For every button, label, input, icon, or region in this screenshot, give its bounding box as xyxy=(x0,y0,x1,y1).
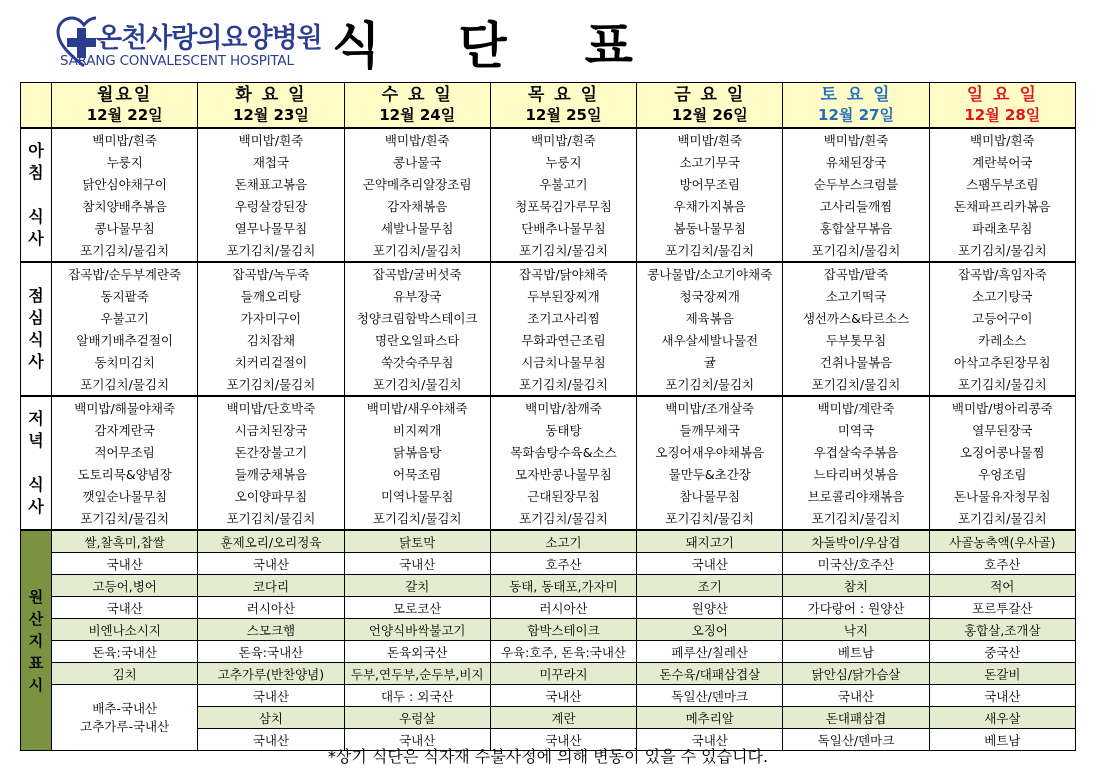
origin-country: 호주산 xyxy=(490,553,636,575)
origin-country: 모로코산 xyxy=(344,597,490,619)
origin-item: 갈치 xyxy=(344,575,490,597)
menu-item: 모자반콩나물무침 xyxy=(490,463,636,485)
origin-country: 국내산 xyxy=(52,553,198,575)
menu-item: 스팸두부조림 xyxy=(929,173,1075,195)
meal-row xyxy=(21,507,1076,530)
day-name: 일 요 일 xyxy=(966,85,1038,105)
meal-label xyxy=(21,262,52,396)
menu-item: 비지찌개 xyxy=(344,419,490,441)
menu-item: 포기김치/물김치 xyxy=(52,373,198,396)
menu-item: 감자채볶음 xyxy=(344,195,490,217)
title-char: 표 xyxy=(584,17,637,75)
day-header-2 xyxy=(198,83,344,129)
origin-country: 국내산 xyxy=(344,553,490,575)
origin-label-char: 원 xyxy=(28,587,44,606)
origin-item: 차돌박이/우삼겹 xyxy=(783,530,929,553)
menu-item: 우불고기 xyxy=(52,307,198,329)
menu-item: 포기김치/물김치 xyxy=(198,373,344,396)
menu-item: 백미밥/흰죽 xyxy=(52,128,198,151)
origin-item: 김치 xyxy=(52,663,198,685)
origin-row xyxy=(21,575,1076,597)
menu-item: 닭볶음탕 xyxy=(344,441,490,463)
meal-row xyxy=(21,262,1076,285)
menu-item: 어묵조림 xyxy=(344,463,490,485)
menu-item: 알배기배추겉절이 xyxy=(52,329,198,351)
menu-item: 닭안심야채구이 xyxy=(52,173,198,195)
origin-item: 스모크햄 xyxy=(198,619,344,641)
weekly-menu-table xyxy=(20,82,1076,751)
menu-item: 두부된장찌개 xyxy=(490,285,636,307)
origin-country: 국내산 xyxy=(637,553,783,575)
origin-item: 돼지고기 xyxy=(637,530,783,553)
menu-item: 근대된장무침 xyxy=(490,485,636,507)
menu-item: 누룽지 xyxy=(490,151,636,173)
menu-item: 홍합살무볶음 xyxy=(783,217,929,239)
origin-country: 돈육:국내산 xyxy=(52,641,198,663)
meal-row xyxy=(21,373,1076,396)
menu-item: 참치양배추볶음 xyxy=(52,195,198,217)
day-name: 목 요 일 xyxy=(527,85,600,105)
origin-country: 국내산 xyxy=(490,685,636,707)
meal-label-char: 저 xyxy=(28,409,44,428)
origin-country: 국내산 xyxy=(490,729,636,751)
origin-item: 소고기 xyxy=(490,530,636,553)
day-header-6 xyxy=(783,83,929,129)
origin-note-line: 고추가루-국내산 xyxy=(80,718,170,734)
origin-item: 닭안심/닭가슴살 xyxy=(783,663,929,685)
meal-row xyxy=(21,485,1076,507)
menu-item: 순두부스크럼블 xyxy=(783,173,929,195)
menu-item: 단배추나물무침 xyxy=(490,217,636,239)
menu-item: 시금치된장국 xyxy=(198,419,344,441)
menu-item: 포기김치/물김치 xyxy=(783,507,929,530)
menu-item: 청국장찌개 xyxy=(637,285,783,307)
origin-label xyxy=(21,530,52,751)
origin-row xyxy=(21,530,1076,553)
origin-label-char: 산 xyxy=(28,609,44,628)
menu-item: 포기김치/물김치 xyxy=(344,507,490,530)
day-date: 12월 23일 xyxy=(232,106,309,124)
origin-country: 가다랑어 : 원양산 xyxy=(783,597,929,619)
origin-country: 돈육외국산 xyxy=(344,641,490,663)
menu-item: 도토리묵&양념장 xyxy=(52,463,198,485)
origin-item: 동태, 동태포,가자미 xyxy=(490,575,636,597)
origin-country: 국내산 xyxy=(783,685,929,707)
day-header-3 xyxy=(344,83,490,129)
menu-item: 포기김치/물김치 xyxy=(198,507,344,530)
origin-item: 미꾸라지 xyxy=(490,663,636,685)
menu-item: 포기김치/물김치 xyxy=(490,507,636,530)
meal-label-char: 사 xyxy=(28,497,44,516)
menu-item: 돈간장불고기 xyxy=(198,441,344,463)
menu-item: 백미밥/흰죽 xyxy=(783,128,929,151)
origin-row xyxy=(21,685,1076,707)
hospital-name-english: SARANG CONVALESCENT HOSPITAL xyxy=(60,53,294,69)
origin-item: 홍합살,조개살 xyxy=(929,619,1075,641)
menu-item: 조기고사리찜 xyxy=(490,307,636,329)
menu-item: 백미밥/흰죽 xyxy=(929,128,1075,151)
day-header-7 xyxy=(929,83,1075,129)
meal-label-char: 심 xyxy=(28,308,44,327)
menu-item: 백미밥/새우야채죽 xyxy=(344,396,490,419)
meal-label-char: 식 xyxy=(28,475,44,494)
meal-label-char: 사 xyxy=(28,352,44,371)
menu-item: 카레소스 xyxy=(929,329,1075,351)
menu-item: 돈채파프리카볶음 xyxy=(929,195,1075,217)
day-name: 토 요 일 xyxy=(820,85,892,105)
menu-item: 백미밥/흰죽 xyxy=(637,128,783,151)
menu-item: 잡곡밥/흑임자죽 xyxy=(929,262,1075,285)
menu-item: 열무나물무침 xyxy=(198,217,344,239)
footnote: *상기 식단은 식자재 수불사정에 의해 변동이 있을 수 있습니다. xyxy=(327,747,769,766)
menu-item: 포기김치/물김치 xyxy=(783,373,929,396)
menu-item: 들깨궁채볶음 xyxy=(198,463,344,485)
origin-item: 함박스테이크 xyxy=(490,619,636,641)
origin-country: 호주산 xyxy=(929,553,1075,575)
origin-item: 쌀,찰흑미,찹쌀 xyxy=(52,530,198,553)
origin-country: 돈육:국내산 xyxy=(198,641,344,663)
origin-item: 두부,연두부,순두부,비지 xyxy=(344,663,490,685)
meal-row xyxy=(21,463,1076,485)
origin-note xyxy=(52,685,198,751)
menu-item: 우채가지볶음 xyxy=(637,195,783,217)
origin-item: 언양식바싹불고기 xyxy=(344,619,490,641)
origin-label-char: 시 xyxy=(28,675,44,694)
meal-row xyxy=(21,173,1076,195)
origin-country: 국내산 xyxy=(637,729,783,751)
meal-row xyxy=(21,396,1076,419)
menu-item: 백미밥/흰죽 xyxy=(490,128,636,151)
menu-item: 소고기떡국 xyxy=(783,285,929,307)
menu-item: 곤약메추리알장조림 xyxy=(344,173,490,195)
menu-item: 백미밥/참깨죽 xyxy=(490,396,636,419)
menu-item: 적어무조림 xyxy=(52,441,198,463)
origin-item: 코다리 xyxy=(198,575,344,597)
menu-item: 소고기무국 xyxy=(637,151,783,173)
day-name: 금 요 일 xyxy=(674,85,746,105)
menu-item: 유채된장국 xyxy=(783,151,929,173)
meal-label-char: 사 xyxy=(28,229,44,248)
origin-country: 러시아산 xyxy=(490,597,636,619)
origin-country: 베트남 xyxy=(783,641,929,663)
origin-item: 오징어 xyxy=(637,619,783,641)
menu-item: 백미밥/흰죽 xyxy=(344,128,490,151)
menu-item: 돈채표고볶음 xyxy=(198,173,344,195)
menu-item: 잡곡밥/팥죽 xyxy=(783,262,929,285)
origin-country: 메추리알 xyxy=(637,707,783,729)
menu-item: 계란북어국 xyxy=(929,151,1075,173)
menu-item: 콩나물무침 xyxy=(52,217,198,239)
menu-item: 재첩국 xyxy=(198,151,344,173)
day-date: 12월 26일 xyxy=(671,106,748,124)
menu-item: 우엉조림 xyxy=(929,463,1075,485)
menu-item: 아삭고추된장무침 xyxy=(929,351,1075,373)
menu-item: 포기김치/물김치 xyxy=(344,239,490,262)
origin-country: 포르투갈산 xyxy=(929,597,1075,619)
menu-item: 가자미구이 xyxy=(198,307,344,329)
menu-item: 잡곡밥/굴버섯죽 xyxy=(344,262,490,285)
menu-item: 잡곡밥/순두부계란죽 xyxy=(52,262,198,285)
menu-item: 오징어콩나물찜 xyxy=(929,441,1075,463)
origin-country: 미국산/호주산 xyxy=(783,553,929,575)
menu-item: 우렁살강된장 xyxy=(198,195,344,217)
menu-item: 봄동나물무침 xyxy=(637,217,783,239)
menu-item: 귤 xyxy=(637,351,783,373)
origin-item: 비엔나소시지 xyxy=(52,619,198,641)
menu-item: 새우살세발나물전 xyxy=(637,329,783,351)
meal-label xyxy=(21,396,52,530)
origin-label-char: 표 xyxy=(28,653,44,672)
meal-row xyxy=(21,239,1076,262)
menu-item: 참나물무침 xyxy=(637,485,783,507)
origin-country: 독일산/덴마크 xyxy=(783,729,929,751)
menu-item: 포기김치/물김치 xyxy=(637,373,783,396)
menu-item: 미역국 xyxy=(783,419,929,441)
menu-item: 유부장국 xyxy=(344,285,490,307)
menu-item: 포기김치/물김치 xyxy=(929,373,1075,396)
origin-country: 베트남 xyxy=(929,729,1075,751)
menu-item: 포기김치/물김치 xyxy=(52,239,198,262)
origin-item: 고등어,병어 xyxy=(52,575,198,597)
origin-country: 대두 : 외국산 xyxy=(344,685,490,707)
menu-item: 고등어구이 xyxy=(929,307,1075,329)
meal-label-char: 식 xyxy=(28,207,44,226)
menu-item: 깻잎순나물무침 xyxy=(52,485,198,507)
menu-item: 쑥갓숙주무침 xyxy=(344,351,490,373)
menu-item: 돈나물유자청무침 xyxy=(929,485,1075,507)
menu-item: 동태탕 xyxy=(490,419,636,441)
menu-item: 포기김치/물김치 xyxy=(929,507,1075,530)
meal-row xyxy=(21,441,1076,463)
menu-item: 포기김치/물김치 xyxy=(637,239,783,262)
menu-item: 명란오일파스타 xyxy=(344,329,490,351)
meal-row xyxy=(21,217,1076,239)
origin-country: 새우살 xyxy=(929,707,1075,729)
menu-item: 동지팥죽 xyxy=(52,285,198,307)
menu-item: 포기김치/물김치 xyxy=(490,239,636,262)
corner-cell xyxy=(21,83,52,129)
menu-item: 파래초무침 xyxy=(929,217,1075,239)
origin-item: 사골농축액(우사골) xyxy=(929,530,1075,553)
menu-item: 청포묵김가루무침 xyxy=(490,195,636,217)
meal-label xyxy=(21,128,52,262)
origin-country: 우렁살 xyxy=(344,707,490,729)
meal-label-char: 점 xyxy=(28,286,44,305)
day-header-1 xyxy=(52,83,198,129)
menu-item: 포기김치/물김치 xyxy=(637,507,783,530)
origin-country: 러시아산 xyxy=(198,597,344,619)
origin-row xyxy=(21,553,1076,575)
hospital-logo xyxy=(56,14,326,74)
meal-row xyxy=(21,128,1076,151)
title-char: 단 xyxy=(458,17,511,75)
menu-item: 백미밥/단호박죽 xyxy=(198,396,344,419)
title-char: 식 xyxy=(332,17,385,75)
origin-country: 국내산 xyxy=(198,729,344,751)
origin-country: 삼치 xyxy=(198,707,344,729)
page-header xyxy=(0,0,1096,82)
meal-label-char xyxy=(21,184,51,206)
meal-label-char: 아 xyxy=(28,141,44,160)
menu-item: 청양크림함박스테이크 xyxy=(344,307,490,329)
meal-row xyxy=(21,307,1076,329)
origin-country: 국내산 xyxy=(344,729,490,751)
menu-item: 백미밥/흰죽 xyxy=(198,128,344,151)
origin-item: 돈갈비 xyxy=(929,663,1075,685)
menu-item: 백미밥/계란죽 xyxy=(783,396,929,419)
origin-country: 국내산 xyxy=(52,597,198,619)
menu-item: 동치미김치 xyxy=(52,351,198,373)
menu-item: 콩나물밥/소고기야채죽 xyxy=(637,262,783,285)
menu-item: 백미밥/해물야채죽 xyxy=(52,396,198,419)
origin-row xyxy=(21,597,1076,619)
menu-item: 제육볶음 xyxy=(637,307,783,329)
origin-row xyxy=(21,663,1076,685)
menu-item: 목화솜탕수육&소스 xyxy=(490,441,636,463)
meal-row xyxy=(21,329,1076,351)
day-header-5 xyxy=(637,83,783,129)
origin-item: 고추가루(반찬양념) xyxy=(198,663,344,685)
menu-item: 콩나물국 xyxy=(344,151,490,173)
menu-item: 우겹살숙주볶음 xyxy=(783,441,929,463)
day-header-row xyxy=(21,83,1076,129)
meal-row xyxy=(21,151,1076,173)
menu-item: 물만두&초간장 xyxy=(637,463,783,485)
menu-item: 우불고기 xyxy=(490,173,636,195)
page-title xyxy=(332,6,637,78)
day-header-4 xyxy=(490,83,636,129)
menu-item: 잡곡밥/닭야채죽 xyxy=(490,262,636,285)
menu-item: 감자계란국 xyxy=(52,419,198,441)
menu-item: 포기김치/물김치 xyxy=(52,507,198,530)
day-date: 12월 22일 xyxy=(86,106,163,124)
menu-item: 고사리들깨찜 xyxy=(783,195,929,217)
meal-label-char: 침 xyxy=(28,163,44,182)
menu-item: 두부톳무침 xyxy=(783,329,929,351)
origin-country: 중국산 xyxy=(929,641,1075,663)
origin-item: 훈제오리/오리정육 xyxy=(198,530,344,553)
day-name: 화 요 일 xyxy=(235,85,307,105)
origin-country: 원양산 xyxy=(637,597,783,619)
meal-label-char xyxy=(21,452,51,474)
menu-item: 포기김치/물김치 xyxy=(929,239,1075,262)
origin-country: 국내산 xyxy=(929,685,1075,707)
menu-item: 들깨오리탕 xyxy=(198,285,344,307)
menu-item: 열무된장국 xyxy=(929,419,1075,441)
origin-country: 독일산/덴마크 xyxy=(637,685,783,707)
origin-item: 돈수육/대패삼겹살 xyxy=(637,663,783,685)
hospital-name: 온천사랑의요양병원 xyxy=(96,23,322,54)
menu-item: 생선까스&타르소스 xyxy=(783,307,929,329)
origin-item: 조기 xyxy=(637,575,783,597)
day-date: 12월 27일 xyxy=(818,106,894,124)
day-name: 수 요 일 xyxy=(381,85,453,105)
menu-item: 느타리버섯볶음 xyxy=(783,463,929,485)
origin-country: 돈대패삼겹 xyxy=(783,707,929,729)
origin-country: 국내산 xyxy=(198,553,344,575)
menu-item: 김치잡채 xyxy=(198,329,344,351)
menu-item: 세발나물무침 xyxy=(344,217,490,239)
origin-country: 우육:호주, 돈육:국내산 xyxy=(490,641,636,663)
origin-item: 참치 xyxy=(783,575,929,597)
menu-item: 오징어새우야채볶음 xyxy=(637,441,783,463)
meal-label-char: 녁 xyxy=(28,431,44,450)
menu-item: 시금치나물무침 xyxy=(490,351,636,373)
origin-item: 적어 xyxy=(929,575,1075,597)
meal-row xyxy=(21,195,1076,217)
menu-item: 누룽지 xyxy=(52,151,198,173)
day-name: 월요일 xyxy=(97,85,153,105)
menu-item: 포기김치/물김치 xyxy=(490,373,636,396)
menu-item: 소고기탕국 xyxy=(929,285,1075,307)
menu-item: 백미밥/조개살죽 xyxy=(637,396,783,419)
origin-country: 계란 xyxy=(490,707,636,729)
menu-item: 포기김치/물김치 xyxy=(783,239,929,262)
day-date: 12월 25일 xyxy=(525,106,602,124)
origin-country: 페루산/칠레산 xyxy=(637,641,783,663)
meal-row xyxy=(21,351,1076,373)
menu-item: 미역나물무침 xyxy=(344,485,490,507)
day-date: 12월 24일 xyxy=(379,106,456,124)
menu-item: 방어무조림 xyxy=(637,173,783,195)
day-date: 12월 28일 xyxy=(964,106,1041,124)
origin-row xyxy=(21,641,1076,663)
meal-row xyxy=(21,285,1076,307)
menu-item: 오이양파무침 xyxy=(198,485,344,507)
menu-item: 들깨무채국 xyxy=(637,419,783,441)
menu-item: 무화과연근조림 xyxy=(490,329,636,351)
menu-item: 백미밥/병아리콩죽 xyxy=(929,396,1075,419)
origin-item: 닭토막 xyxy=(344,530,490,553)
menu-item: 건취나물볶음 xyxy=(783,351,929,373)
menu-item: 잡곡밥/녹두죽 xyxy=(198,262,344,285)
meal-row xyxy=(21,419,1076,441)
origin-item: 낙지 xyxy=(783,619,929,641)
meal-label-char: 식 xyxy=(28,330,44,349)
menu-item: 브로콜리야채볶음 xyxy=(783,485,929,507)
origin-row xyxy=(21,619,1076,641)
menu-item: 포기김치/물김치 xyxy=(198,239,344,262)
menu-item: 치커리겉절이 xyxy=(198,351,344,373)
origin-country: 국내산 xyxy=(198,685,344,707)
origin-label-char: 지 xyxy=(28,631,44,650)
menu-item: 포기김치/물김치 xyxy=(344,373,490,396)
origin-note-line: 배추-국내산 xyxy=(92,700,158,716)
